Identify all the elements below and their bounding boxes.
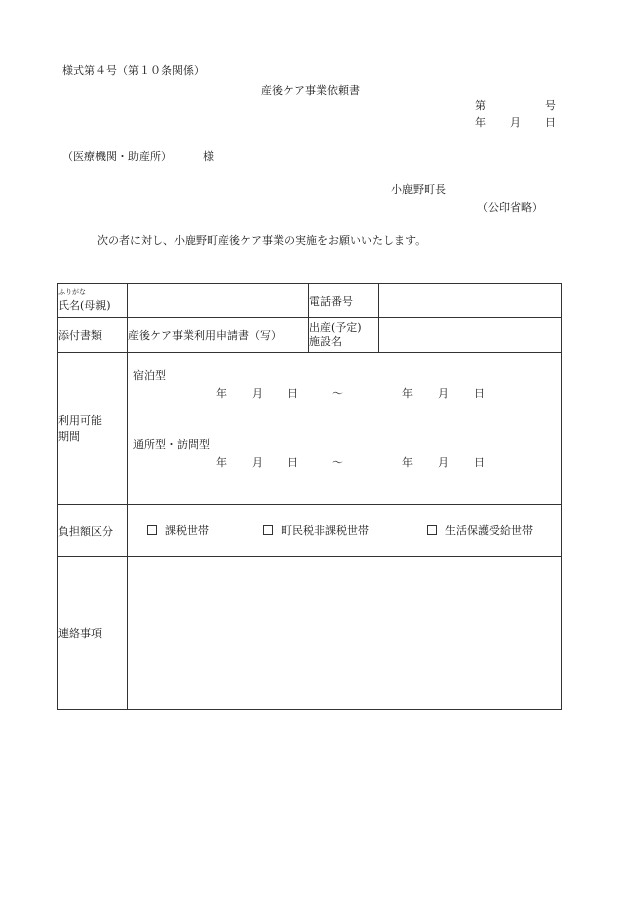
day-start-year: 年 bbox=[216, 456, 227, 469]
day-start-month: 月 bbox=[252, 456, 263, 469]
attachment-value-cell bbox=[128, 318, 309, 353]
date-month: 月 bbox=[510, 116, 521, 129]
contact-label: 連絡事項 bbox=[58, 627, 102, 640]
stay-start-day: 日 bbox=[287, 387, 298, 400]
stay-end-month: 月 bbox=[438, 387, 449, 400]
stay-start-month: 月 bbox=[252, 387, 263, 400]
day-end-year: 年 bbox=[402, 456, 413, 469]
contact-field[interactable] bbox=[128, 557, 562, 710]
seal-note: （公印省略） bbox=[477, 201, 543, 214]
day-end-day: 日 bbox=[474, 456, 485, 469]
form-number: 様式第４号（第１０条関係） bbox=[62, 64, 205, 77]
burden-option-non-taxed[interactable] bbox=[263, 524, 369, 538]
burden-options-cell bbox=[128, 505, 562, 557]
burden-option-taxed[interactable] bbox=[147, 524, 209, 538]
contact-label-cell bbox=[58, 557, 128, 710]
phone-label: 電話番号 bbox=[309, 294, 353, 308]
attachment-value: 産後ケア事業利用申請書（写） bbox=[128, 329, 282, 342]
attachment-label-cell bbox=[58, 318, 128, 353]
addressee-honorific: 様 bbox=[203, 150, 214, 163]
date-day: 日 bbox=[545, 116, 556, 129]
name-label: 氏名(母親) bbox=[58, 299, 111, 312]
request-form-table bbox=[57, 283, 562, 710]
day-type-label: 通所型・訪問型 bbox=[133, 438, 210, 451]
burden-row bbox=[58, 505, 562, 557]
stay-end-year: 年 bbox=[402, 387, 413, 400]
facility-label-cell bbox=[309, 318, 379, 353]
facility-label-line2: 施設名 bbox=[309, 335, 342, 348]
attachment-row bbox=[58, 318, 562, 353]
burden-label: 負担額区分 bbox=[58, 524, 113, 538]
doc-number-go: 号 bbox=[545, 99, 556, 112]
document-title: 産後ケア事業依頼書 bbox=[261, 84, 360, 97]
stay-tilde: ～ bbox=[332, 387, 343, 400]
date-year: 年 bbox=[475, 116, 486, 129]
burden-option-taxed-label: 課税世帯 bbox=[165, 524, 209, 537]
stay-type-label: 宿泊型 bbox=[133, 369, 166, 382]
period-row bbox=[58, 353, 562, 505]
name-row bbox=[58, 284, 562, 318]
burden-option-non-taxed-label: 町民税非課税世帯 bbox=[281, 524, 369, 537]
facility-label-line1: 出産(予定) bbox=[309, 321, 362, 334]
checkbox-taxed[interactable] bbox=[147, 525, 157, 535]
burden-label-cell bbox=[58, 505, 128, 557]
sender-name: 小鹿野町長 bbox=[391, 183, 446, 196]
burden-option-welfare-label: 生活保護受給世帯 bbox=[445, 524, 533, 537]
phone-field[interactable] bbox=[379, 284, 562, 318]
contact-row bbox=[58, 557, 562, 710]
checkbox-welfare[interactable] bbox=[427, 525, 437, 535]
period-field[interactable] bbox=[128, 353, 562, 505]
period-label-line1: 利用可能 bbox=[58, 413, 102, 427]
name-label-cell bbox=[58, 284, 128, 318]
body-text: 次の者に対し、小鹿野町産後ケア事業の実施をお願いいたします。 bbox=[97, 234, 427, 247]
checkbox-non-taxed[interactable] bbox=[263, 525, 273, 535]
period-label-cell bbox=[58, 353, 128, 505]
period-label-line2: 期間 bbox=[58, 429, 80, 443]
phone-label-cell bbox=[309, 284, 379, 318]
facility-field[interactable] bbox=[379, 318, 562, 353]
day-end-month: 月 bbox=[438, 456, 449, 469]
addressee: （医療機関・助産所） bbox=[62, 150, 172, 163]
name-field[interactable] bbox=[128, 284, 309, 318]
day-start-day: 日 bbox=[287, 456, 298, 469]
furigana-label: ふりがな bbox=[58, 288, 86, 296]
attachment-label: 添付書類 bbox=[58, 329, 102, 342]
doc-number-dai: 第 bbox=[475, 99, 486, 112]
stay-start-year: 年 bbox=[216, 387, 227, 400]
day-tilde: ～ bbox=[332, 456, 343, 469]
burden-option-welfare[interactable] bbox=[427, 524, 533, 538]
stay-end-day: 日 bbox=[474, 387, 485, 400]
